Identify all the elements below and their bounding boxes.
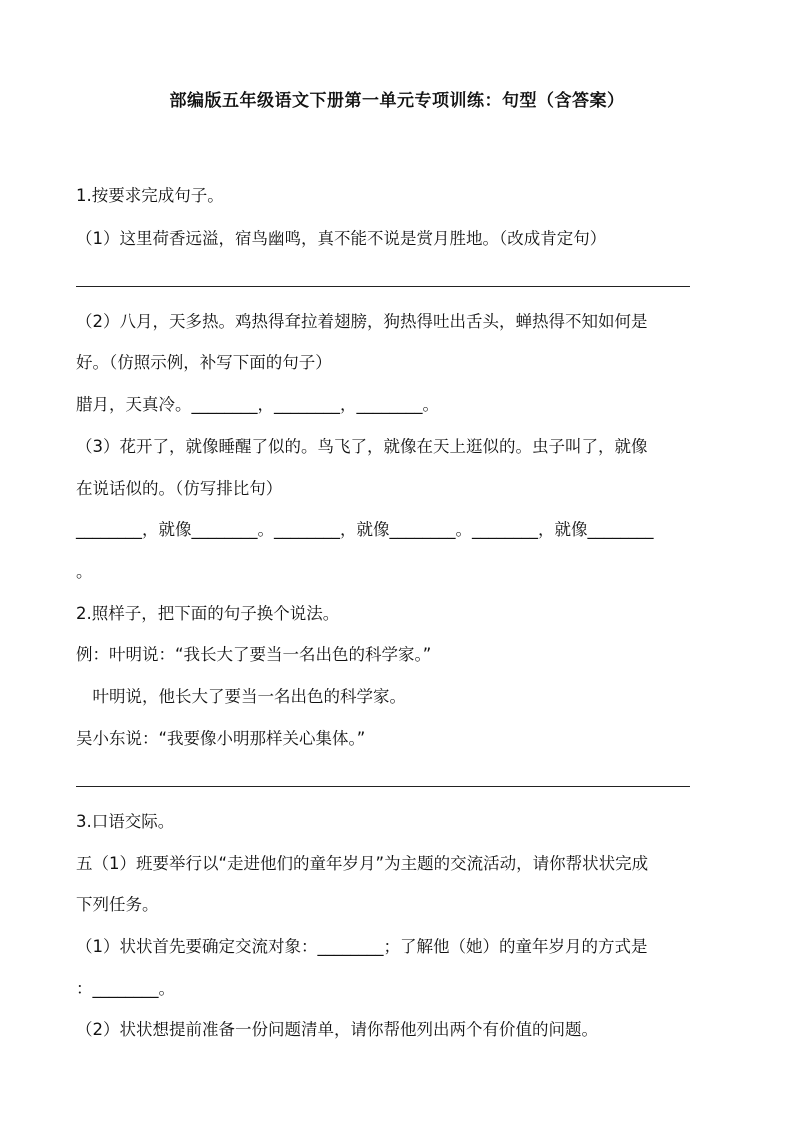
answer-line-2[interactable]	[76, 786, 690, 787]
question-1-2-fill-blank[interactable]: 腊月，天真冷。________，________，________。	[76, 395, 439, 414]
question-2-example: 例：叶明说：“我长大了要当一名出色的科学家。”	[76, 645, 432, 664]
question-1-3-fill-blank[interactable]: ________，就像________。________，就像________。________，就像________	[76, 520, 654, 539]
question-1-1-prompt: （1）这里荷香远溢，宿鸟幽鸣，真不能不说是赏月胜地。（改成肯定句）	[76, 229, 607, 248]
question-3-heading: 3.口语交际。	[76, 812, 175, 831]
question-3-2-prompt: （2）状状想提前准备一份问题清单，请你帮他列出两个有价值的问题。	[76, 1020, 598, 1039]
question-3-intro-line2: 下列任务。	[76, 895, 159, 914]
question-1-2-prompt-line2: 好。（仿照示例，补写下面的句子）	[76, 353, 332, 372]
question-2-prompt: 吴小东说：“我要像小明那样关心集体。”	[76, 729, 366, 748]
question-1-2-prompt-line1: （2）八月，天多热。鸡热得耷拉着翅膀，狗热得吐出舌头，蝉热得不知如何是	[76, 312, 648, 331]
question-2-example-answer: 叶明说，他长大了要当一名出色的科学家。	[76, 687, 406, 706]
question-3-intro-line1: 五（1）班要举行以“走进他们的童年岁月”为主题的交流活动，请你帮状状完成	[76, 854, 649, 873]
answer-line-1-1[interactable]	[76, 286, 690, 287]
question-2-heading: 2.照样子，把下面的句子换个说法。	[76, 604, 340, 623]
question-1-heading: 1.按要求完成句子。	[76, 186, 224, 205]
page-title: 部编版五年级语文下册第一单元专项训练：句型（含答案）	[169, 91, 625, 111]
question-1-3-prompt-line1: （3）花开了，就像睡醒了似的。鸟飞了，就像在天上逛似的。虫子叫了，就像	[76, 437, 648, 456]
question-1-3-fill-blank-end: 。	[76, 562, 93, 581]
question-1-3-prompt-line2: 在说话似的。（仿写排比句）	[76, 479, 283, 498]
question-3-1-prompt-cont[interactable]: ：________。	[76, 979, 175, 998]
question-3-1-prompt[interactable]: （1）状状首先要确定交流对象：________；了解他（她）的童年岁月的方式是	[76, 937, 648, 956]
